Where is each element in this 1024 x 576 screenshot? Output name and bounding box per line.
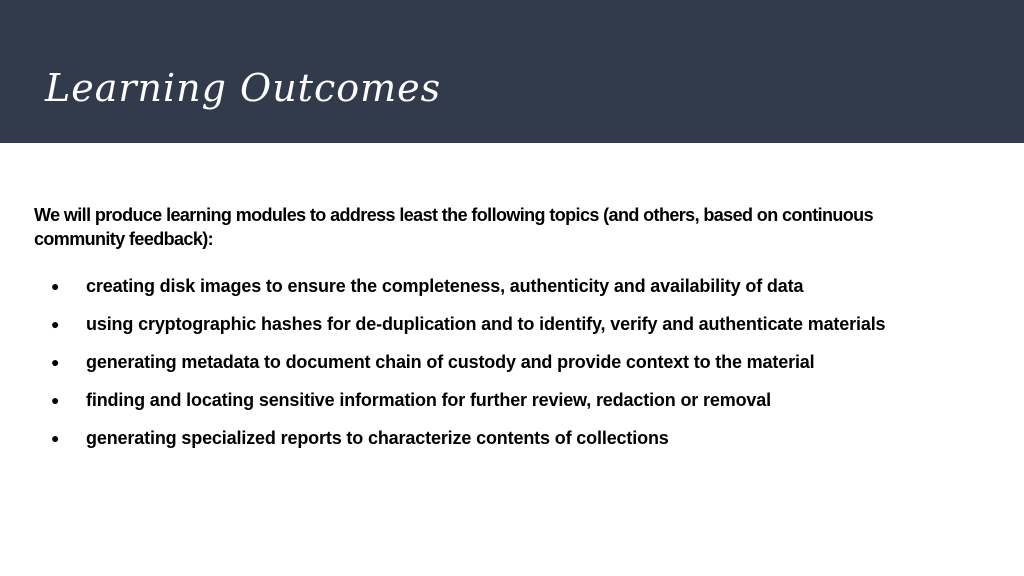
bullet-icon: ●: [51, 354, 60, 370]
bullet-icon: ●: [51, 392, 60, 408]
bullet-icon: ●: [51, 316, 60, 332]
bullet-icon: ●: [51, 430, 60, 446]
list-item-text: using cryptographic hashes for de-duplication and to identify, verify and authenticate materials: [86, 314, 886, 334]
bullet-icon: ●: [51, 278, 60, 294]
list-item-text: generating specialized reports to characterize contents of collections: [86, 428, 669, 448]
slide-title: Learning Outcomes: [45, 66, 442, 110]
title-banner: [0, 0, 1024, 143]
list-item-text: creating disk images to ensure the completeness, authenticity and availability of data: [86, 276, 804, 296]
intro-paragraph: We will produce learning modules to address least the following topics (and others, based on continuous community feedback):: [34, 205, 873, 249]
list-item-text: finding and locating sensitive information for further review, redaction or removal: [86, 390, 771, 410]
list-item-text: generating metadata to document chain of custody and provide context to the material: [86, 352, 815, 372]
